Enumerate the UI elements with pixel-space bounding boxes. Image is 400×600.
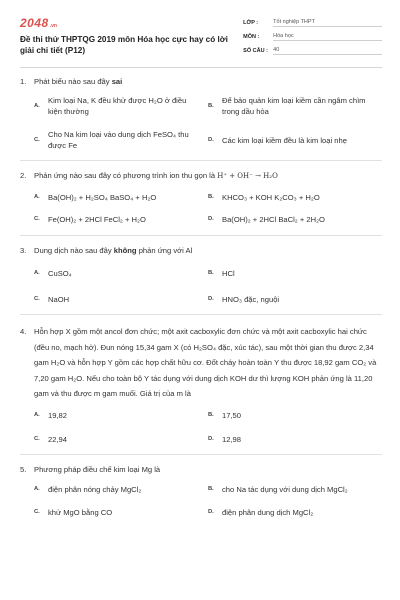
question-4 <box>20 324 382 445</box>
option-letter: C. <box>34 508 40 515</box>
meta-label: MÔN : <box>243 34 260 40</box>
question-divider <box>20 235 382 236</box>
question-divider <box>20 314 382 315</box>
question-divider <box>20 454 382 455</box>
option-text: 19,82 <box>48 410 68 420</box>
question-5 <box>20 464 382 518</box>
site-logo[interactable] <box>20 16 243 30</box>
option-a[interactable] <box>34 268 208 279</box>
option-a[interactable] <box>34 410 208 421</box>
option-b[interactable] <box>208 268 382 279</box>
options <box>34 192 382 225</box>
option-text: Các kim loại kiềm đều là kim loại nhẹ <box>222 135 347 145</box>
option-text: cho Na tác dụng với dung dịch MgCl₂ <box>222 484 348 494</box>
option-letter: A. <box>34 194 40 200</box>
option-letter: C. <box>34 136 40 143</box>
options <box>34 268 382 305</box>
option-text: điện phân nóng chảy MgCl₂ <box>48 484 142 494</box>
stem-keyword: sai <box>111 77 123 86</box>
stem-text: phản ứng với Al <box>136 246 193 255</box>
option-text: Fe(OH)₂ + 2HCl FeCl₂ + H₂O <box>48 215 146 224</box>
question-stem <box>20 245 382 256</box>
option-text: HCl <box>222 269 235 278</box>
option-letter: D. <box>208 216 214 222</box>
header-left <box>20 16 243 59</box>
option-c[interactable] <box>34 507 208 518</box>
question-1 <box>20 76 382 151</box>
option-letter: A. <box>34 411 40 418</box>
option-c[interactable] <box>34 434 208 445</box>
option-letter: B. <box>208 270 214 276</box>
document-title: Đề thi thử THPTQG 2019 môn Hóa học cực hay có lời giải chi tiết (P12) <box>20 35 228 55</box>
option-letter: D. <box>208 136 214 143</box>
options <box>34 410 382 445</box>
question-text: Phương pháp điều chế kim loại Mg là <box>34 464 161 474</box>
option-text: Kim loại Na, K đều khử được H₂O ở điều kiện thường <box>48 96 187 116</box>
option-b[interactable] <box>208 484 382 495</box>
question-text <box>34 76 382 87</box>
option-a[interactable] <box>34 95 208 117</box>
option-letter: C. <box>34 296 40 302</box>
option-letter: C. <box>34 435 40 442</box>
option-c[interactable] <box>34 294 208 305</box>
stem-formula: H⁺ + OH⁻ → H₂O <box>217 172 278 180</box>
option-text: Ba(OH)₂ + 2HCl BaCl₂ + 2H₂O <box>222 215 325 224</box>
stem-text: Phản ứng nào sau đây có phương trình ion thu gọn là <box>34 171 218 180</box>
meta-row-class <box>243 17 382 29</box>
option-letter: D. <box>208 296 214 302</box>
option-text: Ba(OH)₂ + H₂SO₄ BaSO₄ + H₂O <box>48 193 157 202</box>
option-text: CuSO₄ <box>48 269 72 278</box>
meta-label: LỚP : <box>243 20 259 26</box>
option-letter: B. <box>208 485 214 492</box>
meta-value: Tốt nghiệp THPT <box>273 19 382 27</box>
option-d[interactable] <box>208 434 382 445</box>
logo-suffix: .vn <box>49 23 57 29</box>
option-letter: D. <box>208 508 214 515</box>
header-divider <box>20 67 382 68</box>
question-stem <box>20 76 382 87</box>
question-stem <box>20 464 382 475</box>
option-text: 17,50 <box>222 410 242 420</box>
option-a[interactable] <box>34 192 208 203</box>
option-text: khử MgO bằng CO <box>48 507 113 517</box>
options <box>34 95 382 151</box>
meta-panel <box>243 17 382 59</box>
option-text: KHCO₃ + KOH K₂CO₃ + H₂O <box>222 193 320 202</box>
option-b[interactable] <box>208 95 382 117</box>
option-c[interactable] <box>34 129 208 151</box>
option-letter: B. <box>208 102 214 109</box>
header <box>20 16 382 59</box>
question-number: 4. <box>20 327 27 336</box>
question-text <box>34 170 382 182</box>
stem-text: Dung dịch nào sau đây <box>34 246 114 255</box>
meta-label: SỐ CÂU : <box>243 48 268 54</box>
option-b[interactable] <box>208 192 382 203</box>
option-letter: B. <box>208 194 214 200</box>
option-text: điện phân dung dịch MgCl₂ <box>222 507 314 517</box>
option-text: 22,94 <box>48 434 68 444</box>
option-d[interactable] <box>208 507 382 518</box>
option-text: HNO₃ đặc, nguội <box>222 295 280 304</box>
options <box>34 484 382 518</box>
meta-value: 40 <box>273 47 382 55</box>
option-letter: A. <box>34 102 40 109</box>
option-letter: B. <box>208 411 214 418</box>
question-2 <box>20 170 382 225</box>
meta-value: Hóa học <box>273 33 382 41</box>
option-text: Để bảo quản kim loại kiềm cần ngâm chìm trong dầu hỏa <box>222 96 366 116</box>
option-c[interactable] <box>34 214 208 225</box>
question-stem <box>20 170 382 182</box>
stem-keyword: không <box>113 246 137 255</box>
question-number: 2. <box>20 171 27 180</box>
option-a[interactable] <box>34 484 208 495</box>
option-text: NaOH <box>48 295 70 304</box>
question-number: 3. <box>20 246 27 255</box>
question-text <box>34 245 382 256</box>
question-divider <box>20 160 382 161</box>
question-3 <box>20 245 382 305</box>
meta-row-subject <box>243 31 382 43</box>
option-text: 12,98 <box>222 434 242 444</box>
question-text: Hỗn hợp X gồm một ancol đơn chức; một axit cacboxylic đơn chức và một axit cacboxylic hai chức (đều no, mạch hở). Đun nóng 15,34 gam X (có H₂SO₄ đặc, xúc tác), sau một thời gian thu được 2,34 gam H₂O và hỗn hợp Y gồm các hợp chất hữu cơ. Đốt cháy hoàn toàn Y thu được 18,92 gam CO₂ và 7,20 gam H₂O. Nếu cho toàn bộ Y tác dụng với dung dịch KOH dư thì lượng KOH phản ứng là 11,20 gam và thu được m gam muối. Giá trị của m là <box>34 327 377 398</box>
option-text: Cho Na kim loại vào dung dịch FeSO₄ thu được Fe <box>48 130 189 150</box>
option-letter: C. <box>34 216 40 222</box>
option-letter: D. <box>208 435 214 442</box>
logo-text: 2048 <box>20 16 49 30</box>
stem-text: Phát biểu nào sau đây <box>34 77 112 86</box>
option-letter: A. <box>34 270 40 276</box>
question-stem <box>20 324 382 402</box>
option-d[interactable] <box>208 294 382 305</box>
question-number: 1. <box>20 77 27 86</box>
option-d[interactable] <box>208 129 382 151</box>
option-d[interactable] <box>208 214 382 225</box>
option-b[interactable] <box>208 410 382 421</box>
question-number: 5. <box>20 464 27 474</box>
meta-row-question-count <box>243 45 382 57</box>
option-letter: A. <box>34 485 40 492</box>
